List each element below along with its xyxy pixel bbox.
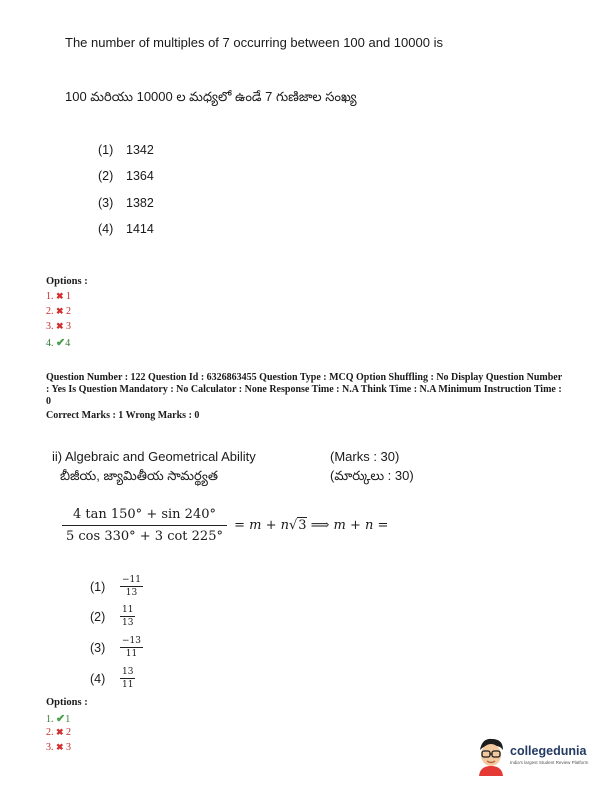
- answer-option-3: 3. ✖ 3: [46, 321, 72, 332]
- check-icon: ✔: [56, 713, 66, 725]
- options-label: Options :: [46, 697, 88, 708]
- cross-icon: ✖: [56, 306, 64, 316]
- question-text-te: 100 మరియు 10000 ల మధ్యలో ఉండే 7 గుణిజాల సంఖ్య: [65, 89, 357, 104]
- options-label: Options :: [46, 276, 88, 287]
- formula-numerator: 4 tan 150° + sin 240°: [62, 507, 227, 526]
- question-formula: [62, 507, 388, 544]
- answer-option-4: 4. ✔4: [46, 337, 71, 349]
- cross-icon: ✖: [56, 727, 64, 737]
- answer-option-3: 3. ✖ 3: [46, 742, 72, 753]
- section-title-te: బీజీయ, జ్యామితీయ సామర్థ్యత: [60, 468, 218, 483]
- answer-option-2: 2. ✖ 2: [46, 727, 72, 738]
- choice-1: (1) 1342: [98, 143, 154, 157]
- formula-fraction: [62, 507, 227, 544]
- choice-2: (2) 1364: [98, 169, 154, 183]
- choice-3: (3) $\frac{-13}{11}$: [90, 636, 141, 659]
- cross-icon: ✖: [56, 321, 64, 331]
- brand-name: collegedunia: [510, 744, 587, 758]
- choice-2: (2) $\frac{11}{13}$: [90, 605, 134, 628]
- question-meta: Question Number : 122 Question Id : 6326863455 Question Type : MCQ Option Shuffling : No Display Question Number : Yes Is Question Mandatory : No Calculator : None Response Time : N.A Think Time : N.A Minimum Instruction Time : 0: [46, 372, 562, 407]
- section-title-en: ii) Algebraic and Geometrical Ability: [52, 449, 256, 464]
- formula-rhs: = m + n√3 ⟹ m + n =: [234, 518, 389, 533]
- answer-option-1: 1. ✖ 1: [46, 291, 72, 302]
- answer-option-1: 1. ✔1: [46, 713, 71, 725]
- section-marks-en: (Marks : 30): [330, 449, 400, 464]
- student-mascot-icon: [474, 736, 508, 776]
- answer-option-2: 2. ✖ 2: [46, 306, 72, 317]
- cross-icon: ✖: [56, 291, 64, 301]
- choice-4: (4) $\frac{13}{11}$: [90, 667, 134, 690]
- question-text-en: The number of multiples of 7 occurring between 100 and 10000 is: [65, 35, 443, 50]
- formula-denominator: 5 cos 330° + 3 cot 225°: [66, 529, 223, 544]
- choice-1: (1) $\frac{-11}{13}$: [90, 575, 141, 598]
- choice-3: (3) 1382: [98, 196, 154, 210]
- cross-icon: ✖: [56, 742, 64, 752]
- brand-tagline: India's largest Student Review Platform: [510, 760, 589, 765]
- check-icon: ✔: [56, 337, 66, 349]
- choice-4: (4) 1414: [98, 222, 154, 236]
- section-marks-te: (మార్కులు : 30): [330, 468, 414, 483]
- question-marks: Correct Marks : 1 Wrong Marks : 0: [46, 410, 200, 421]
